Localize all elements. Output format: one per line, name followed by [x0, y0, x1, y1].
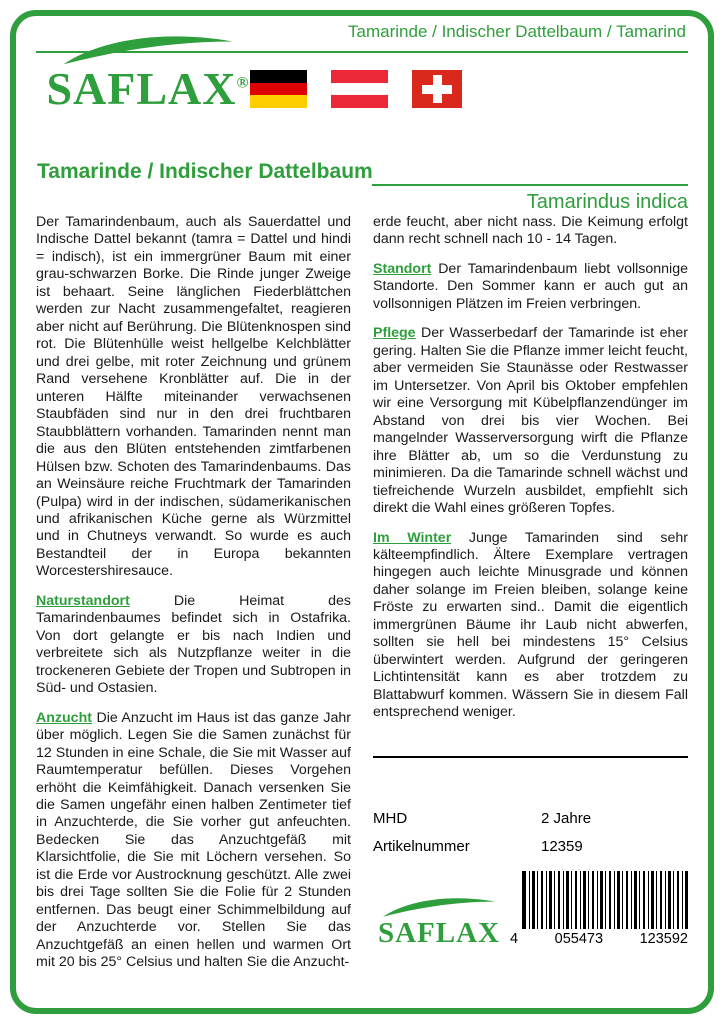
brand-name-small: SAFLAX — [377, 917, 500, 950]
saflax-logo — [46, 32, 250, 114]
article-number-label: Artikelnummer — [373, 838, 470, 856]
top-header-title: Tamarinde / Indischer Dattelbaum / Tamarind — [348, 22, 686, 41]
austria-flag-icon — [331, 70, 388, 108]
barcode-bars — [522, 871, 688, 929]
brand-name: SAFLAX — [46, 63, 237, 114]
page-title: Tamarinde / Indischer Dattelbaum — [37, 160, 373, 183]
mhd-value: 2 Jahre — [541, 809, 592, 827]
section-text-im-winter: Junge Tamarinden sind sehr kälteempfindlich. Ältere Exemplare vertragen hingegen auch leichte Minusgrade und können daher solange im Freien bleiben, solange keine Fröste zu erwarten sind.. Damit die eigentlich immergrünen Bäume ihr Laub nicht abwerfen, sollten sie hell bei mindestens 15° Celsius überwintert werden. Aufgrund der geringeren Lichtintensität kann es aber trotzdem zu Blattabwurf kommen. Wässern Sie in diesem Fall entsprechend weniger. — [373, 529, 688, 721]
latin-name-block — [372, 184, 688, 214]
section-label-standort: Standort — [373, 260, 432, 277]
ean-barcode — [510, 871, 688, 949]
section-label-im-winter: Im Winter — [373, 529, 452, 546]
intro-paragraph: Der Tamarindenbaum, auch als Sauerdattel und Indische Dattel bekannt (tamra = Dattel und hindi = indisch), ist ein immergrüner Baum mit einer grau-schwarzen Borke. Die Rinde junger Zweige ist behaart. Seine länglichen Fiederblättchen werden zur Nacht zusammengefaltet, reagieren aber nicht auf Berührung. Die Blütenknospen sind rot. Die Blütenhülle weist hellgelbe Kelchblätter und drei gelbe, mit roter Zeichnung und grünem Rand versehene Kronblätter auf. Die in der unteren Hälfte miteinander verwachsenen Staubfäden sind nur in den drei fruchtbaren Staubblättern vorhanden. Tamarinden nennt man die aus den Blüten entstehenden zimtfarbenen Hülsen bzw. Schoten des Tamarindenbaums. Das an Weinsäure reiche Fruchtmark der Tamarinden (Pulpa) wird in der indischen, südamerikanischen und afrikanischen Küche gerne als Würzmittel und in Chutneys verwandt. So wurde es auch Bestandteil der in Europa bekannten Worcestershiresauce. — [36, 214, 351, 580]
latin-name: Tamarindus indica — [526, 191, 688, 213]
article-number-value: 12359 — [541, 838, 583, 856]
body-columns — [36, 214, 688, 1010]
section-label-naturstandort: Naturstandort — [36, 592, 130, 609]
section-text-standort: Der Tamarindenbaum liebt vollsonnige Standorte. Den Sommer kann er auch gut an vollsonnigen Plätzen im Freien verbringen. — [373, 260, 688, 312]
switzerland-flag-icon — [412, 70, 462, 108]
barcode-digits — [510, 929, 688, 949]
brand-wordmark — [46, 63, 250, 114]
barcode-digit-group1: 055473 — [554, 930, 604, 947]
flags-row — [250, 70, 462, 108]
section-text-naturstandort: Die Heimat des Tamarindenbaumes befindet sich in Ostafrika. Von dort gelangte er bis nach Indien und verbreitete sich als Nutzpflanze weiter in die trockeneren Gebiete der Tropen und Subtropen in Süd- und Ostasien. — [36, 592, 351, 697]
latin-name-divider-line — [372, 184, 688, 186]
right-column — [373, 214, 688, 1010]
mhd-label: MHD — [373, 809, 408, 827]
product-meta — [373, 810, 688, 857]
section-standort — [373, 261, 688, 313]
footer-divider-line — [373, 756, 688, 758]
section-text-anzucht: Die Anzucht im Haus ist das ganze Jahr über möglich. Legen Sie die Samen zunächst für 12 Stunden in eine Schale, die Sie mit Wasser auf Raumtemperatur befüllen. Dieses Vorgehen erhöht die Keimfähigkeit. Danach versenken Sie die Samen ungefähr einen halben Zentimeter tief in Anzuchterde, die Sie vorher gut anfeuchten. Bedecken Sie das Anzuchtgefäß mit Klarsichtfolie, die Sie mit Löchern versehen. So ist die Erde vor Austrocknung geschützt. Alle zwei bis drei Tage sollten Sie die Folie für 2 Stunden entfernen. Das beugt einer Schimmelbildung auf der Anzuchterde vor. Stellen Sie das Anzuchtgefäß an einen hellen und warmen Ort mit 20 bis 25° Celsius und halten Sie die Anzucht- — [36, 709, 351, 971]
section-label-anzucht: Anzucht — [36, 709, 92, 726]
section-im-winter — [373, 530, 688, 722]
left-column — [36, 214, 351, 1010]
registered-mark: ® — [236, 74, 250, 92]
continuation-paragraph: erde feucht, aber nicht nass. Die Keimung erfolgt dann recht schnell nach 10 - 14 Tagen. — [373, 214, 688, 248]
germany-flag-icon — [250, 70, 307, 108]
barcode-digit-group2: 123592 — [639, 930, 688, 947]
saflax-logo-small — [373, 895, 505, 948]
section-label-pflege: Pflege — [373, 325, 416, 342]
footer-logo-barcode-row — [373, 871, 688, 949]
brand-wordmark-small — [378, 919, 500, 948]
section-naturstandort — [36, 593, 351, 698]
section-text-pflege: Der Wasserbedarf der Tamarinde ist eher gering. Halten Sie die Pflanze immer leicht feucht, aber vermeiden Sie Staunässe oder Restwasser im Untersetzer. Von April bis Oktober empfehlen wir eine Versorgung mit Kübelpflanzendünger im Abstand von drei bis vier Wochen. Bei mangelnder Wasserversorgung wirft die Pflanze ihre Blätter ab, um so die Verdunstung zu minimieren. Da die Tamarinde schnell wächst und tiefreichende Wurzeln ausbildet, empfiehlt sich direkt die Wahl eines größeren Topfes. — [373, 325, 688, 517]
section-anzucht — [36, 710, 351, 972]
barcode-digit-lead: 4 — [510, 930, 519, 947]
section-pflege — [373, 325, 688, 517]
